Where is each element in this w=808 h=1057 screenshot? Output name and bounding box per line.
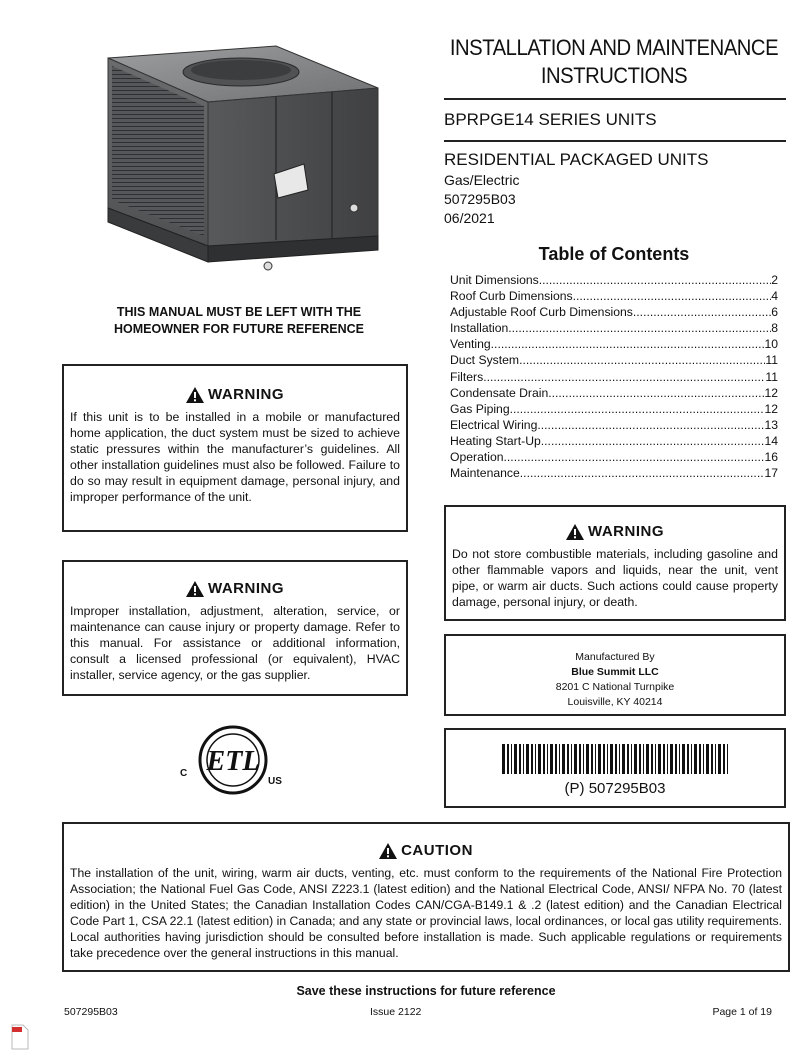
toc-leader-dots (633, 304, 771, 320)
barcode-bar (535, 744, 536, 774)
svg-text:ETL: ETL (206, 746, 260, 777)
toc-leader-dots (504, 449, 765, 465)
warning-box-mobile-home (62, 364, 408, 532)
toc-entry-label: Installation (450, 321, 509, 336)
toc-entry-page: 10 (764, 337, 778, 352)
toc-entry-label: Gas Piping (450, 401, 510, 416)
barcode-bar (507, 744, 509, 774)
toc-entry-label: Duct System (450, 353, 520, 368)
barcode-bar (703, 744, 704, 774)
toc-entry (450, 352, 778, 368)
barcode-bar (655, 744, 656, 774)
toc-leader-dots (520, 465, 765, 481)
barcode-bar (675, 744, 677, 774)
toc-leader-dots (548, 385, 764, 401)
packaged-unit-image (96, 40, 386, 280)
toc-entry (450, 369, 778, 385)
toc-entry (450, 433, 778, 449)
warning-label: WARNING (208, 580, 284, 597)
barcode-bar (603, 744, 605, 774)
save-instructions-note: Save these instructions for future reference (296, 984, 556, 998)
barcode-bar (663, 744, 665, 774)
barcode-bar (555, 744, 557, 774)
homeowner-note-line2: HOMEOWNER FOR FUTURE REFERENCE (114, 322, 364, 336)
warning-box-installation (62, 560, 408, 696)
toc-entry-label: Maintenance (450, 466, 520, 481)
warning-box-combustibles (444, 505, 786, 621)
toc-entry-label: Adjustable Roof Curb Dimensions (450, 305, 633, 320)
toc-entry-page: 14 (764, 433, 778, 448)
toc-entry-label: Venting (450, 337, 491, 352)
barcode-bar (567, 744, 569, 774)
warning-label: WARNING (588, 523, 664, 540)
barcode-bar (718, 744, 721, 774)
barcode-bar (538, 744, 541, 774)
document-title-line1: INSTALLATION AND MAINTENANCE (449, 35, 779, 60)
barcode-bar (615, 744, 617, 774)
toc-entry-page: 4 (771, 289, 778, 304)
barcode-bar (723, 744, 725, 774)
toc-entry-label: Heating Start-Up (450, 433, 541, 448)
toc-entry (450, 465, 778, 481)
toc-entry-page: 8 (771, 321, 778, 336)
warning-triangle-icon (379, 843, 397, 859)
barcode-bar (651, 744, 653, 774)
barcode-bar (583, 744, 584, 774)
barcode-box (444, 728, 786, 808)
toc-entry-page: 13 (764, 417, 778, 432)
caution-heading (64, 842, 788, 859)
barcode-bar (591, 744, 593, 774)
barcode-bar (574, 744, 577, 774)
toc-entry-page: 17 (764, 466, 778, 481)
barcode-bar (643, 744, 644, 774)
toc-entry-label: Operation (450, 450, 504, 465)
barcode-bar (526, 744, 529, 774)
toc-entry (450, 385, 778, 401)
barcode-bar (727, 744, 728, 774)
toc-entry (450, 272, 778, 288)
toc-title: Table of Contents (538, 244, 690, 264)
toc-leader-dots (483, 369, 765, 385)
barcode-bar (559, 744, 560, 774)
toc-entry (450, 336, 778, 352)
homeowner-note (70, 304, 408, 338)
toc-leader-dots (541, 433, 765, 449)
manufacturer-name: Blue Summit LLC (571, 666, 659, 678)
barcode-bar (699, 744, 701, 774)
barcode-bar (571, 744, 572, 774)
barcode-bar (646, 744, 649, 774)
etl-us-mark: US (268, 776, 282, 787)
homeowner-note-line1: THIS MANUAL MUST BE LEFT WITH THE (116, 305, 362, 319)
barcode-bar (514, 744, 517, 774)
barcode-bar (579, 744, 581, 774)
caution-label: CAUTION (401, 842, 473, 859)
etl-logo-icon (178, 718, 288, 804)
etl-canada-mark: C (180, 768, 188, 779)
barcode-bar (622, 744, 625, 774)
toc-leader-dots (508, 320, 771, 336)
toc-entry (450, 304, 778, 320)
barcode-bar (639, 744, 641, 774)
toc-entry-page: 16 (764, 450, 778, 465)
barcode-bar (619, 744, 620, 774)
footer-doc-number: 507295B03 (64, 1006, 118, 1018)
barcode-bar (511, 744, 512, 774)
barcode-bar (523, 744, 524, 774)
etl-listed-mark (178, 718, 288, 804)
toc-entry-label: Unit Dimensions (450, 273, 539, 287)
warning-heading (64, 580, 406, 597)
barcode-bar (562, 744, 565, 774)
toc-entry-page: 11 (765, 353, 778, 368)
manufacturer-address-line2: Louisville, KY 40214 (567, 696, 663, 708)
warning-heading (64, 386, 406, 403)
toc-entry-label: Roof Curb Dimensions (450, 289, 573, 304)
toc-entry-page: 6 (771, 305, 778, 320)
barcode-bar (667, 744, 668, 774)
toc-leader-dots (510, 401, 765, 417)
barcode-bar (547, 744, 548, 774)
warning-triangle-icon (186, 387, 204, 403)
title-divider (444, 98, 786, 100)
barcode-bar (711, 744, 713, 774)
barcode-bar (627, 744, 629, 774)
toc-leader-dots (491, 336, 765, 352)
warning-triangle-icon (566, 524, 584, 540)
manufacturer-label: Manufactured By (575, 651, 655, 663)
toc-entry (450, 320, 778, 336)
footer-page-number: Page 1 of 19 (712, 1006, 772, 1018)
barcode-label: (P) 507295B03 (564, 780, 666, 797)
barcode-bar (715, 744, 716, 774)
toc-entry (450, 417, 778, 433)
product-heading: RESIDENTIAL PACKAGED UNITS (444, 150, 709, 169)
warning-text: If this unit is to be installed in a mobile or manufactured home application, the duct system must be sized to achieve static pressures within the manufacturer’s guidelines. All other installation guidelines must also be followed. Failure to do so may result in equipment damage, personal injury, and improper performance of the unit. (70, 410, 400, 504)
barcode-bar (694, 744, 697, 774)
barcode-bar (679, 744, 680, 774)
document-title-line2: INSTRUCTIONS (540, 63, 688, 88)
series-divider (444, 140, 786, 142)
barcode-bar (631, 744, 632, 774)
toc-entry-page: 12 (764, 401, 778, 416)
pdf-file-icon (10, 1024, 30, 1050)
warning-text: Improper installation, adjustment, alteration, service, or maintenance can cause injury or property damage. Refer to this manual. For assistance or additional information, consult a licensed professional (or equivalent), HVAC installer, service agency, or the gas supplier. (70, 604, 400, 682)
barcode-bar (543, 744, 545, 774)
toc-entry-label: Filters (450, 369, 484, 384)
barcode-bar (691, 744, 692, 774)
toc-entry-page: 12 (764, 385, 778, 400)
toc-list (450, 272, 778, 481)
barcode-bar (550, 744, 553, 774)
series-heading: BPRPGE14 SERIES UNITS (444, 110, 657, 129)
barcode-bar (598, 744, 601, 774)
barcode-bar (502, 744, 505, 774)
barcode-bar (586, 744, 589, 774)
barcode-bar (595, 744, 596, 774)
barcode-bar (687, 744, 689, 774)
barcode-bar (706, 744, 709, 774)
barcode-bar (610, 744, 613, 774)
barcode-bar (607, 744, 608, 774)
toc-entry-label: Condensate Drain (450, 385, 549, 400)
warning-heading (446, 523, 784, 540)
document-title (436, 34, 793, 90)
barcode-bar (670, 744, 673, 774)
caution-text: The installation of the unit, wiring, warm air ducts, venting, etc. must conform to the requirements of the National Fire Protection Association; the National Fuel Gas Code, ANSI Z223.1 (latest edition) and the National Electrical Code, ANSI/ NFPA No. 70 (latest edition) in the United States; the Canadian Installation Codes CAN/CGA-B149.1 & .2 (latest edition) and the Canadian Electrical Code Part 1, CSA 22.1 (latest edition) in Canada; and any state or provincial laws, local ordinances, or local gas utility requirements. Local authorities having jurisdiction should be consulted before installation is made. Such applicable regulations or requirements take precedence over the general instructions in this manual. (70, 866, 782, 960)
document-date: 06/2021 (444, 210, 495, 226)
document-number: 507295B03 (444, 191, 516, 207)
toc-entry (450, 449, 778, 465)
toc-leader-dots (573, 288, 772, 304)
toc-entry (450, 288, 778, 304)
barcode-bar (658, 744, 661, 774)
barcode-bar (634, 744, 637, 774)
toc-leader-dots (519, 352, 765, 368)
toc-entry-label: Electrical Wiring (450, 417, 538, 432)
toc-leader-dots (537, 417, 764, 433)
barcode-icon (502, 744, 730, 774)
barcode-bar (519, 744, 521, 774)
toc-leader-dots (539, 272, 771, 288)
footer-issue: Issue 2122 (370, 1006, 422, 1018)
toc-entry (450, 401, 778, 417)
toc-entry-page: 2 (771, 273, 778, 287)
caution-box (62, 822, 790, 972)
toc-entry-page: 11 (765, 369, 778, 384)
barcode-bar (682, 744, 685, 774)
manufacturer-box (444, 634, 786, 716)
warning-triangle-icon (186, 581, 204, 597)
manufacturer-address-line1: 8201 C National Turnpike (555, 681, 675, 693)
fuel-type: Gas/Electric (444, 172, 520, 188)
barcode-bar (531, 744, 533, 774)
warning-label: WARNING (208, 386, 284, 403)
warning-text: Do not store combustible materials, including gasoline and other flammable vapors and liquids, near the unit, vent pipe, or warm air ducts. Such actions could cause property damage, personal injury, or death. (452, 547, 778, 609)
